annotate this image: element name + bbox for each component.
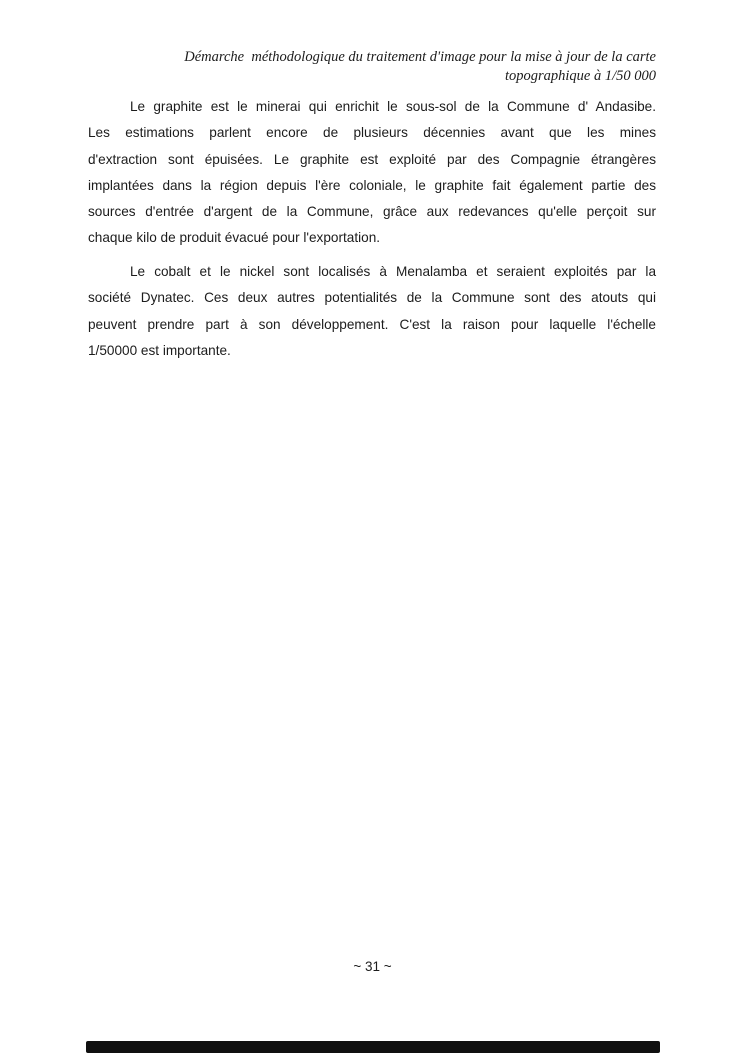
scan-edge-artifact [86,1041,660,1053]
text-line: sources d'entrée d'argent de la Commune, grâce aux redevances qu'elle perçoit sur [88,204,656,220]
paragraph-cobalt-nickel [88,259,656,364]
running-header-line-1: Démarche méthodologique du traitement d'image pour la mise à jour de la carte [184,49,656,65]
text-line: peuvent prendre part à son développement. C'est la raison pour laquelle l'échelle [88,316,656,332]
running-header-line-2: topographique à 1/50 000 [504,68,656,84]
text-line: chaque kilo de produit évacué pour l'exportation. [88,230,381,246]
text-line: société Dynatec. Ces deux autres potentialités de la Commune sont des atouts qui [88,290,656,306]
running-header [88,48,656,86]
text-line: 1/50000 est importante. [88,342,231,358]
text-line: Le cobalt et le nickel sont localisés à Menalamba et seraient exploités par la [130,264,656,279]
text-line: Le graphite est le minerai qui enrichit le sous-sol de la Commune d' Andasibe. [130,99,656,114]
text-line: d'extraction sont épuisées. Le graphite est exploité par des Compagnie étrangères [88,151,656,167]
paragraph-graphite [88,94,656,252]
text-line: Les estimations parlent encore de plusieurs décennies avant que les mines [88,125,656,141]
page-number: ~ 31 ~ [353,959,392,974]
text-line: implantées dans la région depuis l'ère coloniale, le graphite fait également partie des [88,177,656,193]
